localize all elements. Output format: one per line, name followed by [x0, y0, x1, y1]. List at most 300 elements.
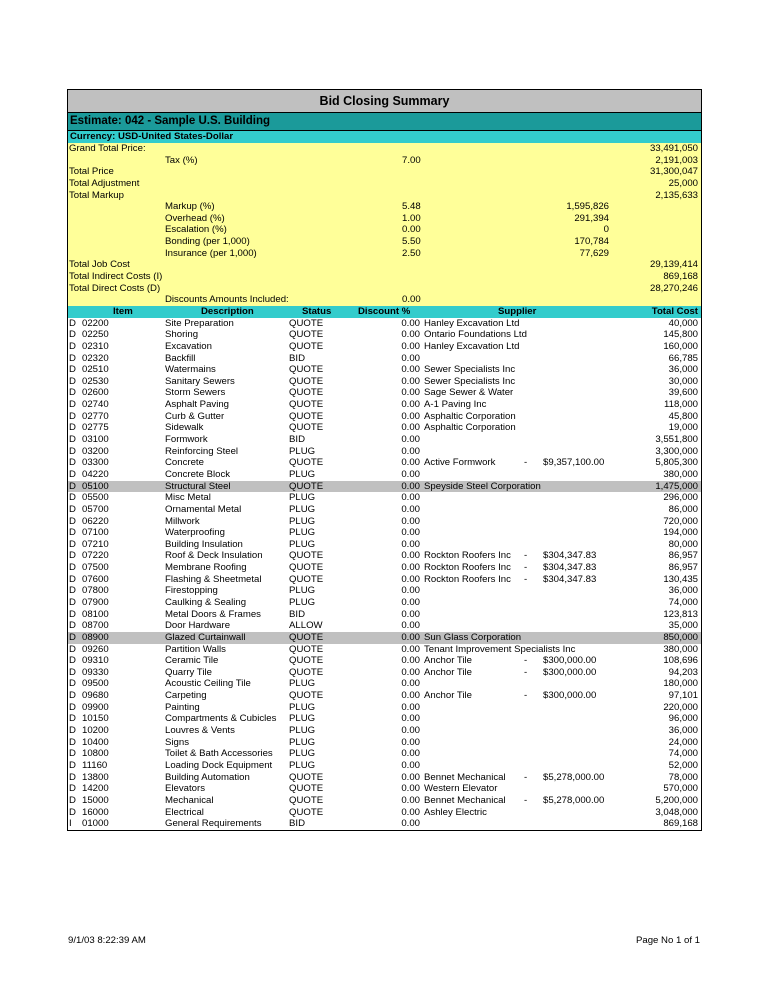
summary-row — [68, 166, 701, 178]
item-code: 14200 — [82, 783, 109, 795]
item-discount: 0.00 — [401, 655, 420, 667]
table-row — [68, 725, 701, 737]
item-supplier: Ashley Electric — [424, 806, 487, 818]
item-supplier: Anchor Tile — [424, 655, 472, 667]
item-description: Structural Steel — [165, 480, 231, 492]
table-row — [68, 492, 701, 504]
summary-sublabel: Overhead (%) — [165, 212, 225, 224]
table-row — [68, 364, 701, 376]
item-description: Elevators — [165, 783, 205, 795]
summary-total: 28,270,246 — [649, 282, 698, 294]
item-status: PLUG — [289, 492, 316, 504]
item-code: 01000 — [82, 818, 109, 830]
table-row — [68, 632, 701, 644]
item-code: 07600 — [82, 573, 109, 585]
summary-row — [68, 248, 701, 260]
item-dash: - — [524, 771, 528, 783]
bid-summary-sheet — [67, 89, 702, 831]
item-discount: 0.00 — [401, 387, 420, 399]
item-discount: 0.00 — [401, 538, 420, 550]
summary-amount: 77,629 — [579, 247, 609, 259]
item-code: 02510 — [82, 364, 109, 376]
item-status: QUOTE — [289, 399, 324, 411]
table-row — [68, 457, 701, 469]
item-code: 02250 — [82, 329, 109, 341]
item-discount: 0.00 — [401, 725, 420, 737]
item-supplier: Bennet Mechanical — [424, 771, 506, 783]
item-discount: 0.00 — [401, 608, 420, 620]
item-dash: - — [524, 573, 528, 585]
item-status: BID — [289, 608, 305, 620]
item-total-cost: 5,805,300 — [655, 457, 698, 469]
item-description: Roof & Deck Insulation — [165, 550, 263, 562]
item-code: 02740 — [82, 399, 109, 411]
item-discount: 0.00 — [401, 759, 420, 771]
table-row — [68, 329, 701, 341]
summary-total: 869,168 — [663, 271, 698, 283]
cost-type: D — [69, 317, 76, 329]
item-supplier: Sewer Specialists Inc — [424, 375, 516, 387]
item-total-cost: 145,800 — [663, 329, 698, 341]
item-description: Mechanical — [165, 794, 214, 806]
item-discount: 0.00 — [401, 748, 420, 760]
cost-type: D — [69, 678, 76, 690]
item-discount: 0.00 — [401, 562, 420, 574]
item-total-cost: 78,000 — [668, 771, 698, 783]
item-code: 07210 — [82, 538, 109, 550]
item-description: Toilet & Bath Accessories — [165, 748, 273, 760]
item-quote-amount: $304,347.83 — [543, 573, 597, 585]
table-row — [68, 469, 701, 481]
summary-row — [68, 271, 701, 283]
table-row — [68, 702, 701, 714]
item-description: Asphalt Paving — [165, 399, 229, 411]
item-description: Shoring — [165, 329, 199, 341]
item-code: 09310 — [82, 655, 109, 667]
item-description: Caulking & Sealing — [165, 596, 247, 608]
item-status: QUOTE — [289, 806, 324, 818]
item-dash: - — [524, 655, 528, 667]
cost-type: D — [69, 445, 76, 457]
table-row — [68, 481, 701, 493]
table-row — [68, 387, 701, 399]
summary-row — [68, 213, 701, 225]
item-total-cost: 30,000 — [668, 375, 698, 387]
item-discount: 0.00 — [401, 375, 420, 387]
item-supplier: Anchor Tile — [424, 690, 472, 702]
summary-sublabel: Bonding (per 1,000) — [165, 236, 250, 248]
cost-type: D — [69, 806, 76, 818]
item-total-cost: 74,000 — [668, 596, 698, 608]
table-row — [68, 772, 701, 784]
item-total-cost: 19,000 — [668, 422, 698, 434]
item-status: PLUG — [289, 678, 316, 690]
item-code: 08100 — [82, 608, 109, 620]
item-supplier: Hanley Excavation Ltd — [424, 340, 520, 352]
item-quote-amount: $300,000.00 — [543, 666, 597, 678]
item-discount: 0.00 — [401, 783, 420, 795]
item-supplier: Sage Sewer & Water — [424, 387, 514, 399]
item-status: QUOTE — [289, 666, 324, 678]
item-status: PLUG — [289, 468, 316, 480]
item-discount: 0.00 — [401, 317, 420, 329]
cost-type: D — [69, 783, 76, 795]
item-code: 09680 — [82, 690, 109, 702]
cost-type: D — [69, 690, 76, 702]
item-discount: 0.00 — [401, 736, 420, 748]
item-status: QUOTE — [289, 783, 324, 795]
item-code: 16000 — [82, 806, 109, 818]
table-row — [68, 550, 701, 562]
table-row — [68, 818, 701, 830]
summary-amount: 0 — [603, 224, 609, 236]
item-description: Partition Walls — [165, 643, 226, 655]
item-description: Door Hardware — [165, 620, 231, 632]
item-discount: 0.00 — [401, 643, 420, 655]
summary-row — [68, 236, 701, 248]
item-description: Concrete — [165, 457, 204, 469]
item-total-cost: 3,048,000 — [655, 806, 698, 818]
item-code: 05100 — [82, 480, 109, 492]
item-code: 10400 — [82, 736, 109, 748]
item-status: QUOTE — [289, 794, 324, 806]
item-total-cost: 130,435 — [663, 573, 698, 585]
item-total-cost: 380,000 — [663, 643, 698, 655]
item-code: 07800 — [82, 585, 109, 597]
item-total-cost: 36,000 — [668, 725, 698, 737]
header-item: Item — [113, 305, 133, 317]
table-row — [68, 353, 701, 365]
item-code: 02775 — [82, 422, 109, 434]
item-code: 10800 — [82, 748, 109, 760]
currency-label: Currency: USD-United States-Dollar — [68, 131, 701, 143]
summary-rate: 7.00 — [402, 154, 421, 166]
summary-label: Total Markup — [69, 189, 124, 201]
item-discount: 0.00 — [401, 678, 420, 690]
item-supplier: Asphaltic Corporation — [424, 410, 516, 422]
item-dash: - — [524, 550, 528, 562]
item-status: QUOTE — [289, 573, 324, 585]
cost-type: D — [69, 503, 76, 515]
item-status: PLUG — [289, 713, 316, 725]
item-description: Electrical — [165, 806, 204, 818]
summary-row — [68, 224, 701, 236]
items-table — [68, 318, 701, 830]
item-description: Curb & Gutter — [165, 410, 225, 422]
cost-type: D — [69, 573, 76, 585]
item-status: PLUG — [289, 725, 316, 737]
summary-row — [68, 201, 701, 213]
item-description: Backfill — [165, 352, 196, 364]
item-quote-amount: $300,000.00 — [543, 655, 597, 667]
summary-rate: 5.50 — [402, 236, 421, 248]
item-description: General Requirements — [165, 818, 262, 830]
cost-type: D — [69, 480, 76, 492]
item-description: Loading Dock Equipment — [165, 759, 273, 771]
cost-type: D — [69, 643, 76, 655]
table-row — [68, 690, 701, 702]
report-title: Bid Closing Summary — [68, 90, 701, 113]
item-code: 11160 — [82, 759, 108, 771]
item-status: QUOTE — [289, 387, 324, 399]
item-discount: 0.00 — [401, 422, 420, 434]
item-code: 03200 — [82, 445, 109, 457]
cost-type: D — [69, 759, 76, 771]
item-description: Storm Sewers — [165, 387, 226, 399]
item-quote-amount: $300,000.00 — [543, 690, 597, 702]
cost-type: D — [69, 329, 76, 341]
table-row — [68, 341, 701, 353]
cost-type: D — [69, 352, 76, 364]
summary-total: 25,000 — [668, 177, 698, 189]
item-discount: 0.00 — [401, 468, 420, 480]
item-total-cost: 220,000 — [663, 701, 698, 713]
cost-type: D — [69, 375, 76, 387]
table-row — [68, 795, 701, 807]
item-code: 08900 — [82, 631, 109, 643]
item-total-cost: 24,000 — [668, 736, 698, 748]
item-status: ALLOW — [289, 620, 323, 632]
item-supplier: Anchor Tile — [424, 666, 472, 678]
item-total-cost: 869,168 — [663, 818, 698, 830]
item-status: QUOTE — [289, 364, 324, 376]
cost-type: D — [69, 550, 76, 562]
item-supplier: Hanley Excavation Ltd — [424, 317, 520, 329]
cost-type: I — [69, 818, 72, 830]
table-row — [68, 422, 701, 434]
item-total-cost: 180,000 — [663, 678, 698, 690]
summary-sublabel: Tax (%) — [165, 154, 198, 166]
item-total-cost: 80,000 — [668, 538, 698, 550]
item-supplier: Sewer Specialists Inc — [424, 364, 516, 376]
summary-row — [68, 155, 701, 167]
header-description: Description — [201, 305, 254, 317]
item-status: PLUG — [289, 538, 316, 550]
item-supplier: Asphaltic Corporation — [424, 422, 516, 434]
item-status: PLUG — [289, 748, 316, 760]
item-total-cost: 94,203 — [668, 666, 698, 678]
summary-row — [68, 259, 701, 271]
item-status: QUOTE — [289, 655, 324, 667]
summary-total: 2,135,633 — [655, 189, 698, 201]
item-status: PLUG — [289, 527, 316, 539]
item-description: Reinforcing Steel — [165, 445, 239, 457]
header-discount: Discount % — [358, 305, 411, 317]
item-dash: - — [524, 666, 528, 678]
item-dash: - — [524, 690, 528, 702]
item-description: Firestopping — [165, 585, 218, 597]
cost-type: D — [69, 468, 76, 480]
item-supplier: Ontario Foundations Ltd — [424, 329, 527, 341]
item-dash: - — [524, 457, 528, 469]
item-supplier: Western Elevator — [424, 783, 498, 795]
summary-section — [68, 143, 701, 306]
summary-row — [68, 283, 701, 295]
item-status: QUOTE — [289, 480, 324, 492]
item-discount: 0.00 — [401, 445, 420, 457]
item-total-cost: 86,957 — [668, 562, 698, 574]
item-discount: 0.00 — [401, 457, 420, 469]
item-total-cost: 52,000 — [668, 759, 698, 771]
table-row — [68, 446, 701, 458]
item-discount: 0.00 — [401, 620, 420, 632]
cost-type: D — [69, 457, 76, 469]
item-status: QUOTE — [289, 457, 324, 469]
item-quote-amount: $9,357,100.00 — [543, 457, 605, 469]
item-discount: 0.00 — [401, 818, 420, 830]
cost-type: D — [69, 666, 76, 678]
item-discount: 0.00 — [401, 806, 420, 818]
cost-type: D — [69, 736, 76, 748]
item-status: PLUG — [289, 503, 316, 515]
item-code: 02200 — [82, 317, 109, 329]
table-row — [68, 411, 701, 423]
summary-label: Grand Total Price: — [69, 143, 146, 154]
item-status: QUOTE — [289, 410, 324, 422]
item-status: PLUG — [289, 596, 316, 608]
item-discount: 0.00 — [401, 794, 420, 806]
item-status: QUOTE — [289, 771, 324, 783]
item-discount: 0.00 — [401, 399, 420, 411]
table-row — [68, 783, 701, 795]
item-status: BID — [289, 434, 305, 446]
summary-amount: 170,784 — [574, 236, 609, 248]
item-discount: 0.00 — [401, 771, 420, 783]
table-row — [68, 539, 701, 551]
item-description: Watermains — [165, 364, 216, 376]
item-code: 05700 — [82, 503, 109, 515]
cost-type: D — [69, 748, 76, 760]
item-total-cost: 97,101 — [668, 690, 698, 702]
table-row — [68, 504, 701, 516]
cost-type: D — [69, 631, 76, 643]
item-discount: 0.00 — [401, 585, 420, 597]
cost-type: D — [69, 527, 76, 539]
item-status: QUOTE — [289, 422, 324, 434]
item-total-cost: 45,800 — [668, 410, 698, 422]
item-dash: - — [524, 794, 528, 806]
item-status: QUOTE — [289, 562, 324, 574]
table-row — [68, 760, 701, 772]
cost-type: D — [69, 422, 76, 434]
item-total-cost: 74,000 — [668, 748, 698, 760]
item-discount: 0.00 — [401, 666, 420, 678]
item-total-cost: 380,000 — [663, 468, 698, 480]
item-status: QUOTE — [289, 329, 324, 341]
item-code: 09330 — [82, 666, 109, 678]
item-status: BID — [289, 818, 305, 830]
table-row — [68, 562, 701, 574]
item-status: QUOTE — [289, 690, 324, 702]
cost-type: D — [69, 608, 76, 620]
item-supplier: Speyside Steel Corporation — [424, 480, 541, 492]
item-status: QUOTE — [289, 375, 324, 387]
item-discount: 0.00 — [401, 329, 420, 341]
item-quote-amount: $5,278,000.00 — [543, 794, 605, 806]
item-code: 02530 — [82, 375, 109, 387]
summary-row — [68, 178, 701, 190]
cost-type: D — [69, 655, 76, 667]
item-total-cost: 66,785 — [668, 352, 698, 364]
item-total-cost: 1,475,000 — [655, 480, 698, 492]
item-description: Ornamental Metal — [165, 503, 242, 515]
cost-type: D — [69, 713, 76, 725]
cost-type: D — [69, 515, 76, 527]
summary-total: 29,139,414 — [649, 259, 698, 271]
item-description: Carpeting — [165, 690, 207, 702]
summary-sublabel: Escalation (%) — [165, 224, 227, 236]
item-status: PLUG — [289, 736, 316, 748]
summary-sublabel: Markup (%) — [165, 201, 215, 213]
summary-rate: 5.48 — [402, 201, 421, 213]
item-code: 08700 — [82, 620, 109, 632]
item-code: 03300 — [82, 457, 109, 469]
item-code: 02770 — [82, 410, 109, 422]
item-status: PLUG — [289, 759, 316, 771]
table-row — [68, 527, 701, 539]
item-code: 09500 — [82, 678, 109, 690]
item-quote-amount: $304,347.83 — [543, 562, 597, 574]
item-code: 10150 — [82, 713, 109, 725]
item-supplier: Rockton Roofers Inc — [424, 550, 511, 562]
table-row — [68, 434, 701, 446]
cost-type: D — [69, 364, 76, 376]
item-code: 07900 — [82, 596, 109, 608]
item-description: Compartments & Cubicles — [165, 713, 277, 725]
table-row — [68, 318, 701, 330]
item-code: 05500 — [82, 492, 109, 504]
item-description: Sidewalk — [165, 422, 204, 434]
item-discount: 0.00 — [401, 713, 420, 725]
table-row — [68, 737, 701, 749]
item-discount: 0.00 — [401, 352, 420, 364]
item-description: Site Preparation — [165, 317, 234, 329]
item-discount: 0.00 — [401, 596, 420, 608]
item-status: QUOTE — [289, 550, 324, 562]
item-code: 02320 — [82, 352, 109, 364]
item-discount: 0.00 — [401, 515, 420, 527]
item-code: 04220 — [82, 468, 109, 480]
item-code: 09900 — [82, 701, 109, 713]
cost-type: D — [69, 596, 76, 608]
summary-sublabel: Discounts Amounts Included: — [165, 294, 289, 306]
item-status: PLUG — [289, 585, 316, 597]
cost-type: D — [69, 794, 76, 806]
item-total-cost: 40,000 — [668, 317, 698, 329]
item-description: Concrete Block — [165, 468, 231, 480]
summary-total: 31,300,047 — [649, 166, 698, 178]
summary-label: Total Adjustment — [69, 177, 140, 189]
column-header-row — [68, 306, 701, 318]
item-supplier: Active Formwork — [424, 457, 496, 469]
item-total-cost: 850,000 — [663, 631, 698, 643]
item-supplier: Rockton Roofers Inc — [424, 573, 511, 585]
item-description: Waterproofing — [165, 527, 225, 539]
table-row — [68, 399, 701, 411]
item-total-cost: 108,696 — [663, 655, 698, 667]
item-description: Glazed Curtainwall — [165, 631, 246, 643]
summary-amount: 1,595,826 — [566, 201, 609, 213]
item-discount: 0.00 — [401, 434, 420, 446]
summary-row — [68, 143, 701, 155]
summary-sublabel: Insurance (per 1,000) — [165, 247, 257, 259]
item-discount: 0.00 — [401, 690, 420, 702]
summary-label: Total Job Cost — [69, 259, 130, 271]
item-status: PLUG — [289, 515, 316, 527]
item-description: Signs — [165, 736, 189, 748]
table-row — [68, 667, 701, 679]
item-discount: 0.00 — [401, 340, 420, 352]
